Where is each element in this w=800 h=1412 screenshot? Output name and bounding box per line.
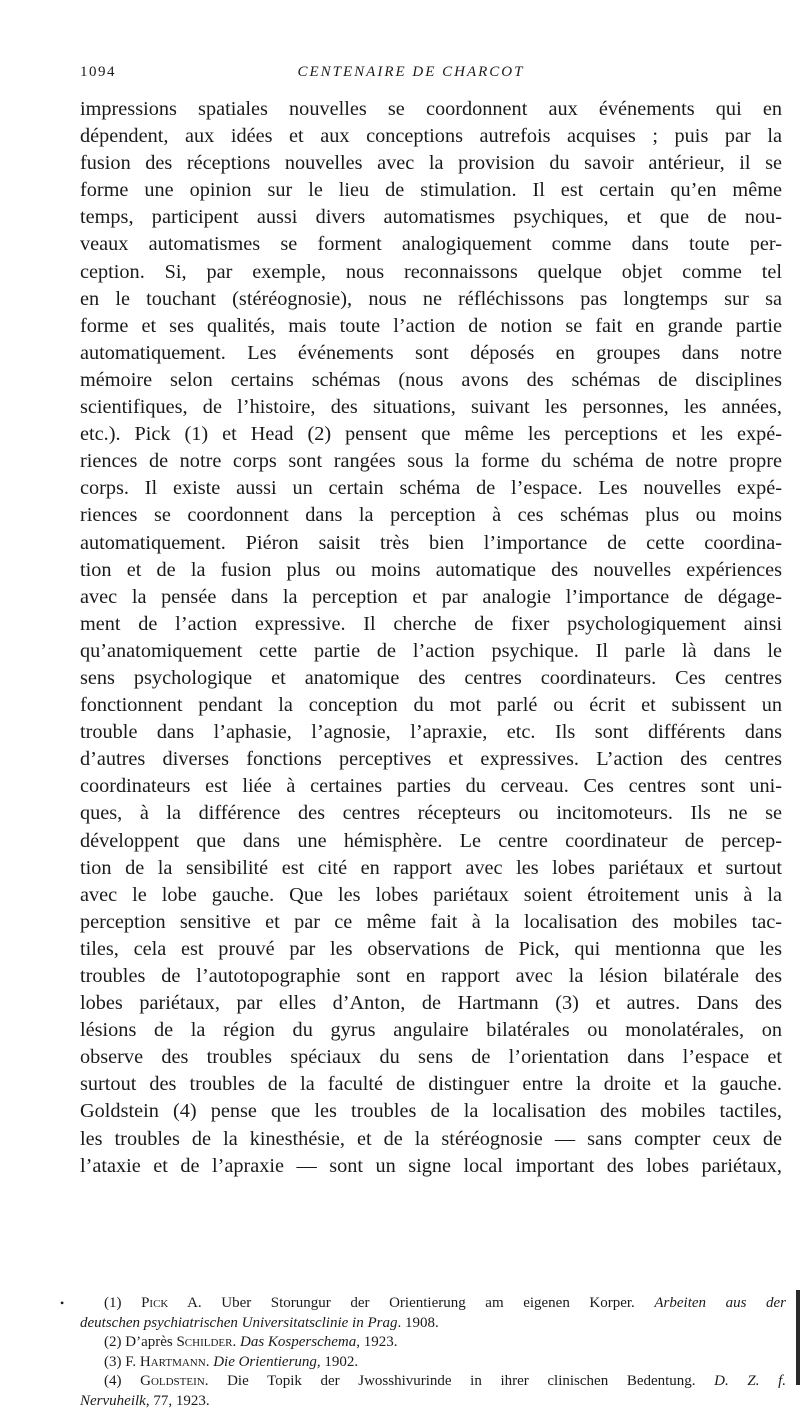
- footnotes: [80, 1294, 786, 1412]
- body-line: fonctionnent pendant la conception du mot parlé ou écrit et subissent un: [80, 694, 782, 717]
- body-text: [80, 96, 782, 1180]
- footnote-2: (2) D’après Schilder. Das Kosperschema, 1923.: [104, 1334, 398, 1351]
- footnote-4-cont: Nervuheilk, 77, 1923.: [80, 1392, 210, 1409]
- footnote-title: Arbeiten aus der: [654, 1295, 786, 1311]
- body-line: qu’anatomiquement cette partie de l’action psychique. Il parle là dans le: [80, 639, 782, 662]
- body-line: forme et ses qualités, mais toute l’action de notion se fait en grande partie: [80, 314, 782, 337]
- footnote-3: (3) F. Hartmann. Die Orientierung, 1902.: [104, 1353, 359, 1370]
- running-title: CENTENAIRE DE CHARCOT: [297, 64, 525, 80]
- body-line: d’autres diverses fonctions perceptives et expressives. L’action des centres: [80, 748, 782, 771]
- body-line: les troubles de la kinesthésie, et de la stéréognosie — sans compter ceux de: [80, 1127, 782, 1150]
- footnote-1-cont: deutschen psychiatrischen Universitatsclinie in Prag. 1908.: [80, 1314, 439, 1331]
- body-line: dépendent, aux idées et aux conceptions autrefois acquises ; puis par la: [80, 125, 782, 148]
- body-line: trouble dans l’aphasie, l’agnosie, l’apraxie, etc. Ils sont différents dans: [80, 721, 782, 744]
- body-line: avec le lobe gauche. Que les lobes pariétaux soient étroitement unis à la: [80, 883, 782, 906]
- body-line: tion et de la fusion plus ou moins automatique des nouvelles expériences: [80, 558, 782, 581]
- body-line: observe des troubles spéciaux du sens de l’orientation dans l’espace et: [80, 1046, 782, 1069]
- body-line: perception sensitive et par ce même fait à la localisation des mobiles tac-: [80, 910, 782, 933]
- body-line: fusion des réceptions nouvelles avec la provision du savoir antérieur, il se: [80, 152, 782, 175]
- body-line: lésions de la région du gyrus angulaire bilatérales ou monolatérales, on: [80, 1019, 782, 1042]
- footnote-1: (1) Pick A. Uber Storungur der Orientierung am eigenen Korper. Arbeiten aus der: [104, 1295, 786, 1311]
- footnote-author: Hartmann: [139, 1353, 206, 1370]
- body-line: en le touchant (stéréognosie), nous ne réfléchissons pas longtemps sur sa: [80, 287, 782, 310]
- body-line: développent que dans une hémisphère. Le centre coordinateur de percep-: [80, 829, 782, 852]
- body-line: lobes pariétaux, par elles d’Anton, de Hartmann (3) et autres. Dans des: [80, 992, 782, 1015]
- body-line: coordinateurs est liée à certaines parties du cerveau. Ces centres sont uni-: [80, 775, 782, 798]
- body-line: ques, à la différence des centres récepteurs ou incitomoteurs. Ils ne se: [80, 802, 782, 825]
- body-line: temps, participent aussi divers automatismes psychiques, et que de nou-: [80, 206, 782, 229]
- footnote-author: Schilder: [176, 1334, 233, 1351]
- body-line: riences de notre corps sont rangées sous la forme du schéma de notre propre: [80, 450, 782, 473]
- footnote-title: D. Z. f.: [714, 1373, 786, 1390]
- body-line: scientifiques, de l’histoire, des situations, suivant les personnes, les années,: [80, 396, 782, 419]
- body-line: Goldstein (4) pense que les troubles de la localisation des mobiles tactiles,: [80, 1100, 782, 1123]
- body-line: avec la pensée dans la perception et par analogie l’importance de dégage-: [80, 585, 782, 608]
- body-line: troubles de l’autotopographie sont en rapport avec la lésion bilatérale des: [80, 965, 782, 987]
- body-line: sens psychologique et anatomique des centres coordinateurs. Ces centres: [80, 666, 782, 689]
- body-line: corps. Il existe aussi un certain schéma de l’espace. Les nouvelles expé-: [80, 477, 782, 500]
- body-line: riences se coordonnent dans la perception à ces schémas plus ou moins: [80, 504, 782, 527]
- footnote-title: Das Kosperschema: [239, 1334, 357, 1351]
- body-line: mémoire selon certains schémas (nous avons des schémas de disciplines: [80, 368, 782, 391]
- body-line: veaux automatismes se forment analogiquement comme dans toute per-: [80, 233, 782, 256]
- body-line: l’ataxie et de l’apraxie — sont un signe local important des lobes pariétaux,: [80, 1154, 782, 1177]
- body-line: impressions spatiales nouvelles se coordonnent aux événements qui en: [80, 98, 782, 120]
- body-line: automatiquement. Les événements sont déposés en groupes dans notre: [80, 341, 782, 364]
- margin-dot: •: [60, 1296, 65, 1310]
- body-line: ment de l’action expressive. Il cherche de fixer psychologiquement ainsi: [80, 612, 782, 635]
- footnote-author: Goldstein: [140, 1373, 205, 1390]
- body-line: surtout des troubles de la faculté de distinguer entre la droite et la gauche.: [80, 1073, 782, 1096]
- page-header: [80, 64, 742, 88]
- footnote-title: Die Orientierung: [213, 1353, 317, 1370]
- body-line: ception. Si, par exemple, nous reconnaissons quelque objet comme tel: [80, 260, 782, 283]
- body-line: etc.). Pick (1) et Head (2) pensent que même les perceptions et les expé-: [80, 423, 782, 446]
- body-line: tion de la sensibilité est cité en rapport avec les lobes pariétaux et surtout: [80, 856, 782, 879]
- body-line: tiles, cela est prouvé par les observations de Pick, qui mentionna que les: [80, 937, 782, 960]
- page-number: 1094: [80, 64, 116, 80]
- footnote-4: (4) Goldstein. Die Topik der Jwosshivurinde in ihrer clinischen Bedentung. D. Z. f.: [104, 1373, 786, 1390]
- footnote-author: Pick: [141, 1295, 169, 1311]
- body-line: forme une opinion sur le lieu de stimulation. Il est certain qu’en même: [80, 179, 782, 202]
- body-line: automatiquement. Piéron saisit très bien l’importance de cette coordina-: [80, 531, 782, 554]
- scan-edge: [796, 1290, 800, 1385]
